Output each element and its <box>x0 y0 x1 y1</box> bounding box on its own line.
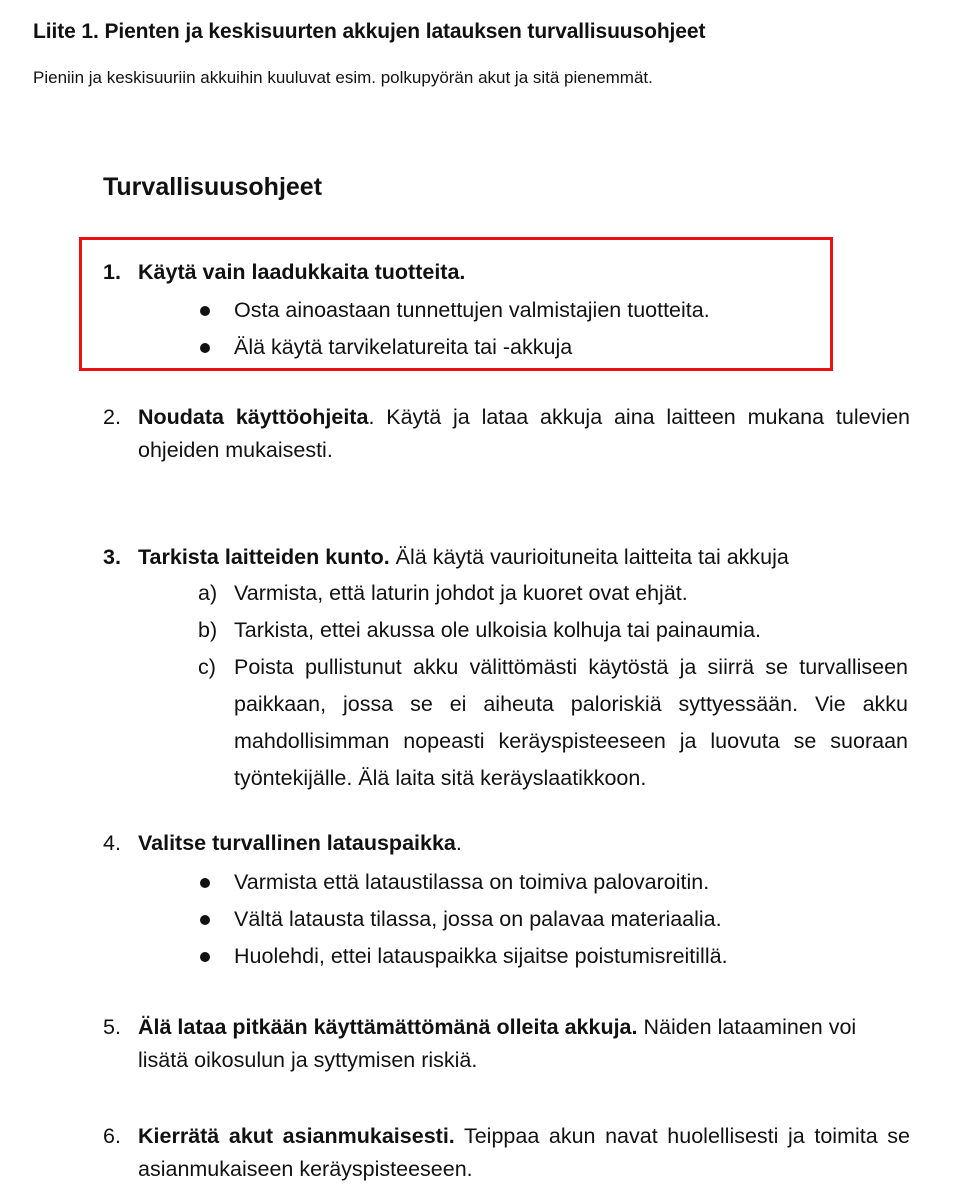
item-number: 5. <box>103 1015 121 1039</box>
item-3-subitems <box>196 575 908 797</box>
sub-item-b: b) Tarkista, ettei akussa ole ulkoisia kolhuja tai painaumia. <box>198 618 762 642</box>
bullet-icon <box>200 952 210 962</box>
item-text: . <box>455 831 462 855</box>
bullet-icon <box>200 915 210 925</box>
bullet-icon <box>200 878 210 888</box>
item-body <box>138 401 910 467</box>
item-text: . Käytä ja lataa akkuja aina laitteen mukana tulevien ohjeiden mukaisesti. <box>138 405 910 462</box>
item-4-bullets <box>196 864 728 975</box>
bullet-item: Varmista että lataustilassa on toimiva palovaroitin. <box>196 864 728 901</box>
item-text: Älä käytä vaurioituneita laitteita tai akkuja <box>389 545 789 569</box>
item-text: Teippaa akun navat huolellisesti ja toimita se asianmukaiseen keräyspisteeseen. <box>138 1124 910 1181</box>
sub-item-a: a) Varmista, että laturin johdot ja kuoret ovat ehjät. <box>198 581 688 605</box>
document-subtitle: Pieniin ja keskisuuriin akkuihin kuuluvat esim. polkupyörän akut ja sitä pienemmät. <box>33 68 653 87</box>
bullet-item: Huolehdi, ettei latauspaikka sijaitse poistumisreitillä. <box>196 938 728 975</box>
item-heading: Kierrätä akut asianmukaisesti. <box>138 1124 455 1148</box>
bullet-icon <box>200 306 210 316</box>
item-body <box>138 1120 910 1186</box>
bullet-item: Älä käytä tarvikelatureita tai -akkuja <box>196 329 710 366</box>
item-1-bullets <box>196 292 710 366</box>
item-number: 3. <box>103 545 121 569</box>
document-title: Liite 1. Pienten ja keskisuurten akkujen latauksen turvallisuusohjeet <box>33 20 706 43</box>
item-body <box>138 541 910 574</box>
item-number: 4. <box>103 831 121 855</box>
item-text: Näiden lataaminen voi lisätä oikosulun ja syttymisen riskiä. <box>138 1015 857 1072</box>
item-body <box>138 1011 910 1077</box>
item-body <box>138 256 910 289</box>
bullet-item: Vältä latausta tilassa, jossa on palavaa materiaalia. <box>196 901 728 938</box>
sub-item-c: c) Poista pullistunut akku välittömästi käytöstä ja siirrä se turvalliseen paikkaan, jossa se ei aiheuta paloriskiä syttyessään. Vie akku mahdollisimman nopeasti keräyspisteeseen ja luovuta se suoraan työntekijälle. Älä laita sitä keräyslaatikkoon. <box>198 655 908 790</box>
bullet-item: Osta ainoastaan tunnettujen valmistajien tuotteita. <box>196 292 710 329</box>
item-heading: Valitse turvallinen latauspaikka <box>138 831 456 855</box>
item-heading: Noudata käyttöohjeita <box>138 405 369 429</box>
item-heading: Käytä vain laadukkaita tuotteita. <box>138 260 466 284</box>
section-title: Turvallisuusohjeet <box>103 173 323 201</box>
item-body <box>138 827 910 860</box>
item-number: 1. <box>103 260 121 284</box>
item-heading: Tarkista laitteiden kunto. <box>138 545 390 569</box>
item-number: 2. <box>103 405 121 429</box>
bullet-icon <box>200 343 210 353</box>
item-heading: Älä lataa pitkään käyttämättömänä olleita akkuja. <box>138 1015 638 1039</box>
item-number: 6. <box>103 1124 121 1148</box>
